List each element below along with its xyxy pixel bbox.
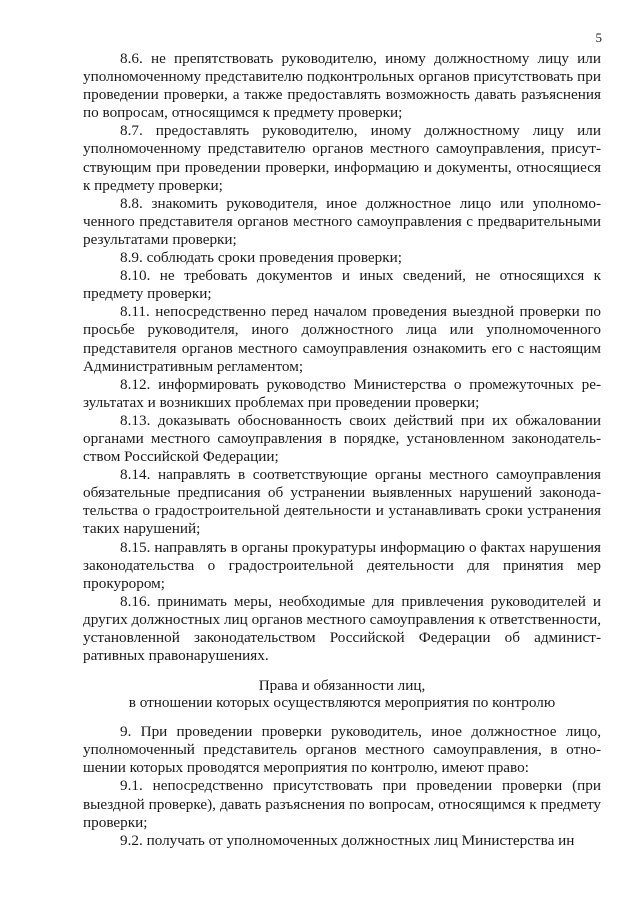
section-heading-line-1: Права и обязанности лиц, <box>258 677 426 695</box>
section-heading-line-2: в отношении которых осуществляются мероприятия по контролю <box>128 694 556 712</box>
paragraph-8-6: 8.6. не препятствовать руководителю, иному должностному лицу или уполномоченному представителю подконтрольных органов присутствовать при проведении проверки, а также предоставлять возможность давать разъяснения по вопросам, относящимся к предмету проверки; <box>83 50 601 122</box>
paragraph-8-7: 8.7. предоставлять руководителю, иному должностному лицу или уполномоченному представителю органов местного самоуправления, присутствующим при проведении проверки, информацию и документы, относящиеся к предмету проверки; <box>83 122 601 194</box>
paragraph-8-9: 8.9. соблюдать сроки проведения проверки; <box>120 249 402 267</box>
paragraph-8-12: 8.12. информировать руководство Министерства о промежуточных результатах и возникших проблемах при проведении проверки; <box>83 375 601 411</box>
paragraph-8-10: 8.10. не требовать документов и иных сведений, не относящихся к предмету проверки; <box>83 267 601 303</box>
paragraph-8-15: 8.15. направлять в органы прокуратуры информацию о фактах нарушения законодательства о градостроительной деятельности для принятия мер прокурором; <box>83 538 601 592</box>
paragraph-9-2: 9.2. получать от уполномоченных должностных лиц Министерства ин <box>120 831 575 849</box>
paragraph-8-16: 8.16. принимать меры, необходимые для привлечения руководителей и других должностных лиц органов местного самоуправления к ответственности, установленной законодательством Российской Федерации об административных правонарушениях. <box>83 592 601 665</box>
paragraph-8-8: 8.8. знакомить руководителя, иное должностное лицо или уполномоченного представителя органов местного самоуправления с предварительными результатами проверки; <box>83 194 601 248</box>
paragraph-8-14: 8.14. направлять в соответствующие органы местного самоуправления обязательные предписания об устранении выявленных нарушений законодательства о градостроительной деятельности и устанавливать сроки устранения таких нарушений; <box>83 466 601 538</box>
paragraph-9: 9. При проведении проверки руководитель, иное должностное лицо, уполномоченный представитель органов местного самоуправления, в отношении которых проводятся мероприятия по контролю, имеют право: <box>83 723 601 777</box>
paragraph-8-13: 8.13. доказывать обоснованность своих действий при их обжаловании органами местного самоуправления в порядке, установленном законодательством Российской Федерации; <box>83 411 601 466</box>
paragraph-8-11: 8.11. непосредственно перед началом проведения выездной проверки по просьбе руководителя, иного должностного лица или уполномоченного представителя органов местного самоуправления ознакомить его с настоящим Административным регламентом; <box>83 303 601 375</box>
paragraph-9-1: 9.1. непосредственно присутствовать при проведении проверки (при выездной проверке), давать разъяснения по вопросам, относящимся к предмету проверки; <box>83 777 601 831</box>
document-body <box>83 50 601 850</box>
section-heading <box>83 677 601 711</box>
page-number: 5 <box>595 30 602 45</box>
